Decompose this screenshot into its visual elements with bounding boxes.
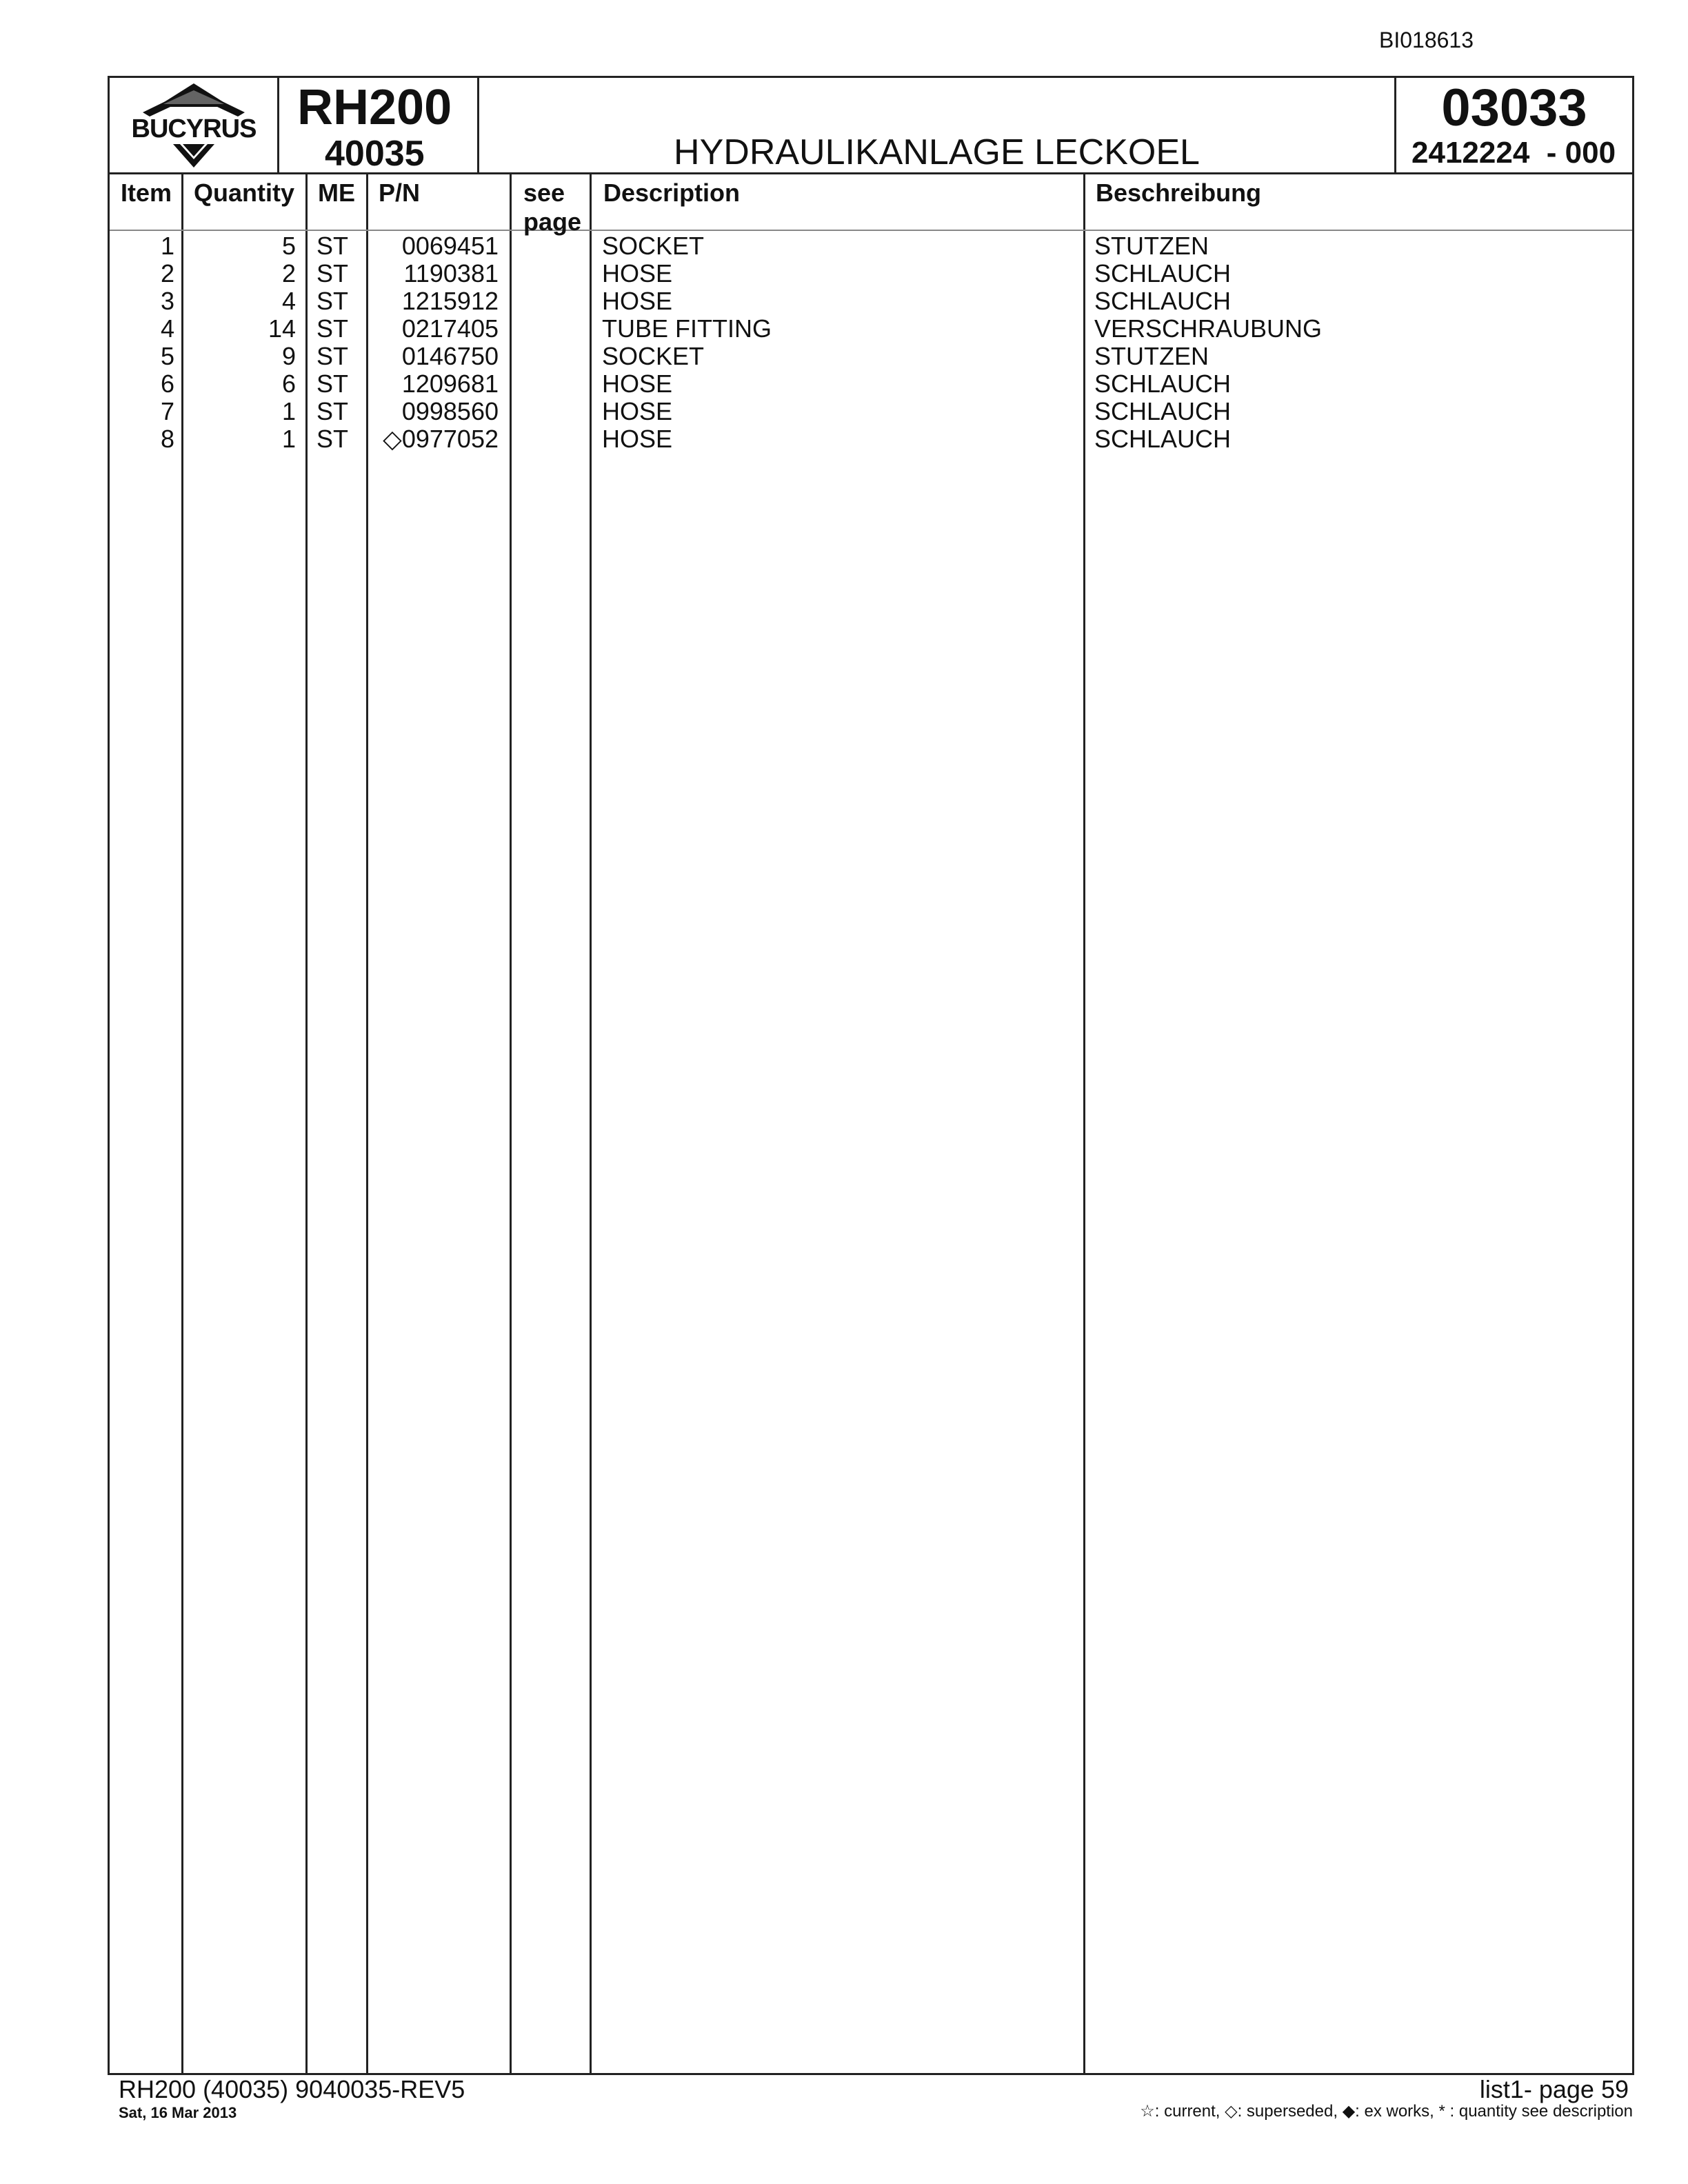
quantity: 6	[281, 370, 296, 398]
symbol-legend: ☆: current, ◇: superseded, ◆: ex works, * : quantity see description	[1140, 2102, 1633, 2121]
serial-number: 40035	[325, 134, 425, 174]
column-header-beschreibung: Beschreibung	[1096, 179, 1262, 207]
description: HOSE	[602, 425, 673, 453]
unit: ST	[316, 259, 349, 287]
drawing-number: 2412224 - 000	[1411, 136, 1616, 170]
beschreibung: SCHLAUCH	[1094, 287, 1232, 315]
column-header-see-page	[523, 179, 581, 236]
table-row	[110, 315, 1632, 343]
footer-page-number: list1- page 59	[1479, 2075, 1629, 2103]
item-number: 5	[160, 342, 174, 370]
item-number: 6	[160, 370, 174, 398]
quantity: 4	[281, 287, 296, 315]
table-row	[110, 260, 1632, 287]
unit: ST	[316, 397, 349, 425]
group-number-cell	[1396, 78, 1632, 174]
quantity: 5	[281, 232, 296, 260]
beschreibung: VERSCHRAUBUNG	[1094, 314, 1323, 343]
description: TUBE FITTING	[602, 314, 772, 343]
unit: ST	[316, 232, 349, 260]
footer-date: Sat, 16 Mar 2013	[119, 2104, 237, 2121]
column-divider	[305, 174, 308, 2073]
quantity: 2	[281, 259, 296, 287]
column-divider	[366, 174, 368, 2073]
item-number: 8	[160, 425, 174, 453]
column-divider	[510, 174, 512, 2073]
quantity: 1	[281, 397, 296, 425]
description: SOCKET	[602, 232, 705, 260]
column-header-description: Description	[603, 179, 741, 207]
group-number: 03033	[1441, 79, 1587, 137]
beschreibung: STUTZEN	[1094, 232, 1209, 260]
model-name: RH200	[297, 80, 452, 135]
description: SOCKET	[602, 342, 705, 370]
beschreibung: SCHLAUCH	[1094, 397, 1232, 425]
beschreibung: SCHLAUCH	[1094, 425, 1232, 453]
description: HOSE	[602, 287, 673, 315]
part-number: 0146750	[401, 342, 499, 370]
item-number: 3	[160, 287, 174, 315]
unit: ST	[316, 342, 349, 370]
column-divider	[181, 174, 183, 2073]
column-header-me: ME	[318, 179, 355, 207]
table-row	[110, 425, 1632, 453]
column-header-page: page	[523, 208, 582, 236]
footer-reference: RH200 (40035) 9040035-REV5	[119, 2075, 465, 2103]
assembly-title: HYDRAULIKANLAGE LECKOEL	[674, 132, 1200, 172]
unit: ST	[316, 370, 349, 398]
item-number: 2	[160, 259, 174, 287]
description: HOSE	[602, 397, 673, 425]
quantity: 9	[281, 342, 296, 370]
item-number: 7	[160, 397, 174, 425]
beschreibung: STUTZEN	[1094, 342, 1209, 370]
item-number: 4	[160, 314, 174, 343]
table-row	[110, 398, 1632, 425]
header-separator	[110, 230, 1632, 231]
model-cell	[279, 78, 479, 174]
parts-list-frame	[108, 76, 1634, 2075]
column-header-pn: P/N	[379, 179, 421, 207]
item-number: 1	[160, 232, 174, 260]
table-row	[110, 287, 1632, 315]
part-number: 0069451	[401, 232, 499, 260]
part-number: 0998560	[401, 397, 499, 425]
column-header-quantity: Quantity	[194, 179, 295, 207]
part-number: 0217405	[401, 314, 499, 343]
column-header-see: see	[523, 179, 565, 207]
bucyrus-logo	[115, 81, 272, 170]
part-number: 1190381	[403, 259, 499, 287]
description: HOSE	[602, 370, 673, 398]
part-number: 1215912	[401, 287, 499, 315]
title-cell	[479, 78, 1396, 174]
brand-name: BUCYRUS	[131, 114, 257, 143]
brand-logo-cell	[110, 78, 279, 174]
table-row	[110, 370, 1632, 398]
quantity: 1	[281, 425, 296, 453]
unit: ST	[316, 314, 349, 343]
quantity: 14	[268, 314, 296, 343]
document-id: BI018613	[1379, 28, 1474, 52]
table-row	[110, 232, 1632, 260]
table-row	[110, 343, 1632, 370]
description: HOSE	[602, 259, 673, 287]
column-divider	[590, 174, 592, 2073]
beschreibung: SCHLAUCH	[1094, 370, 1232, 398]
beschreibung: SCHLAUCH	[1094, 259, 1232, 287]
column-header-item: Item	[121, 179, 172, 207]
unit: ST	[316, 287, 349, 315]
column-divider	[1083, 174, 1085, 2073]
unit: ST	[316, 425, 349, 453]
part-number: ◇0977052	[383, 425, 499, 453]
part-number: 1209681	[401, 370, 499, 398]
